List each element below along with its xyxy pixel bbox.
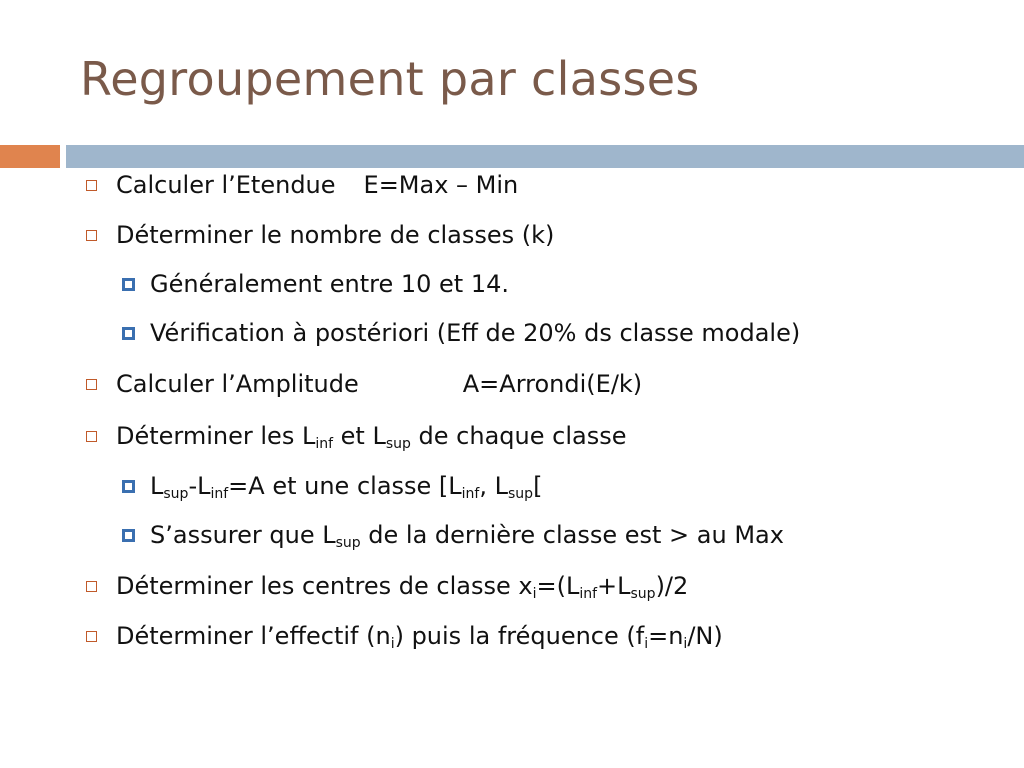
bullet-item: Déterminer l’effectif $(n_i)$ puis la fréquence $(f_i=n_i/N)$ <box>116 621 723 651</box>
filled-square-bullet-icon <box>122 480 135 493</box>
bullet-item: Déterminer le nombre de classes (k) <box>116 220 554 250</box>
square-bullet-icon <box>86 631 97 642</box>
sub-bullet-item: S’assurer que $L_{sup}$ de la dernière classe est > au Max <box>150 520 784 550</box>
bullet-item: Calculer l’Etendue E=Max – Min <box>116 170 518 200</box>
square-bullet-icon <box>86 581 97 592</box>
square-bullet-icon <box>86 180 97 191</box>
square-bullet-icon <box>86 431 97 442</box>
square-bullet-icon <box>86 230 97 241</box>
square-bullet-icon <box>86 379 97 390</box>
filled-square-bullet-icon <box>122 278 135 291</box>
slide-title: Regroupement par classes <box>80 52 700 106</box>
filled-square-bullet-icon <box>122 529 135 542</box>
sub-bullet-item: Généralement entre 10 et 14. <box>150 269 509 299</box>
bullet-item: Déterminer les $L_{inf}$ et $L_{sup}$ de chaque classe <box>116 421 626 451</box>
bullet-item: Calculer l’Amplitude A=Arrondi(E/k) <box>116 369 642 399</box>
bullet-item: Déterminer les centres de classe $x_i=(L_{inf}+L_{sup})/2$ <box>116 571 688 601</box>
filled-square-bullet-icon <box>122 327 135 340</box>
sub-bullet-item: $L_{sup}-L_{inf}=A$ et une classe [$L_{inf}$, $L_{sup}$[ <box>150 471 542 501</box>
sub-bullet-item: Vérification à postériori (Eff de 20% ds classe modale) <box>150 318 800 348</box>
